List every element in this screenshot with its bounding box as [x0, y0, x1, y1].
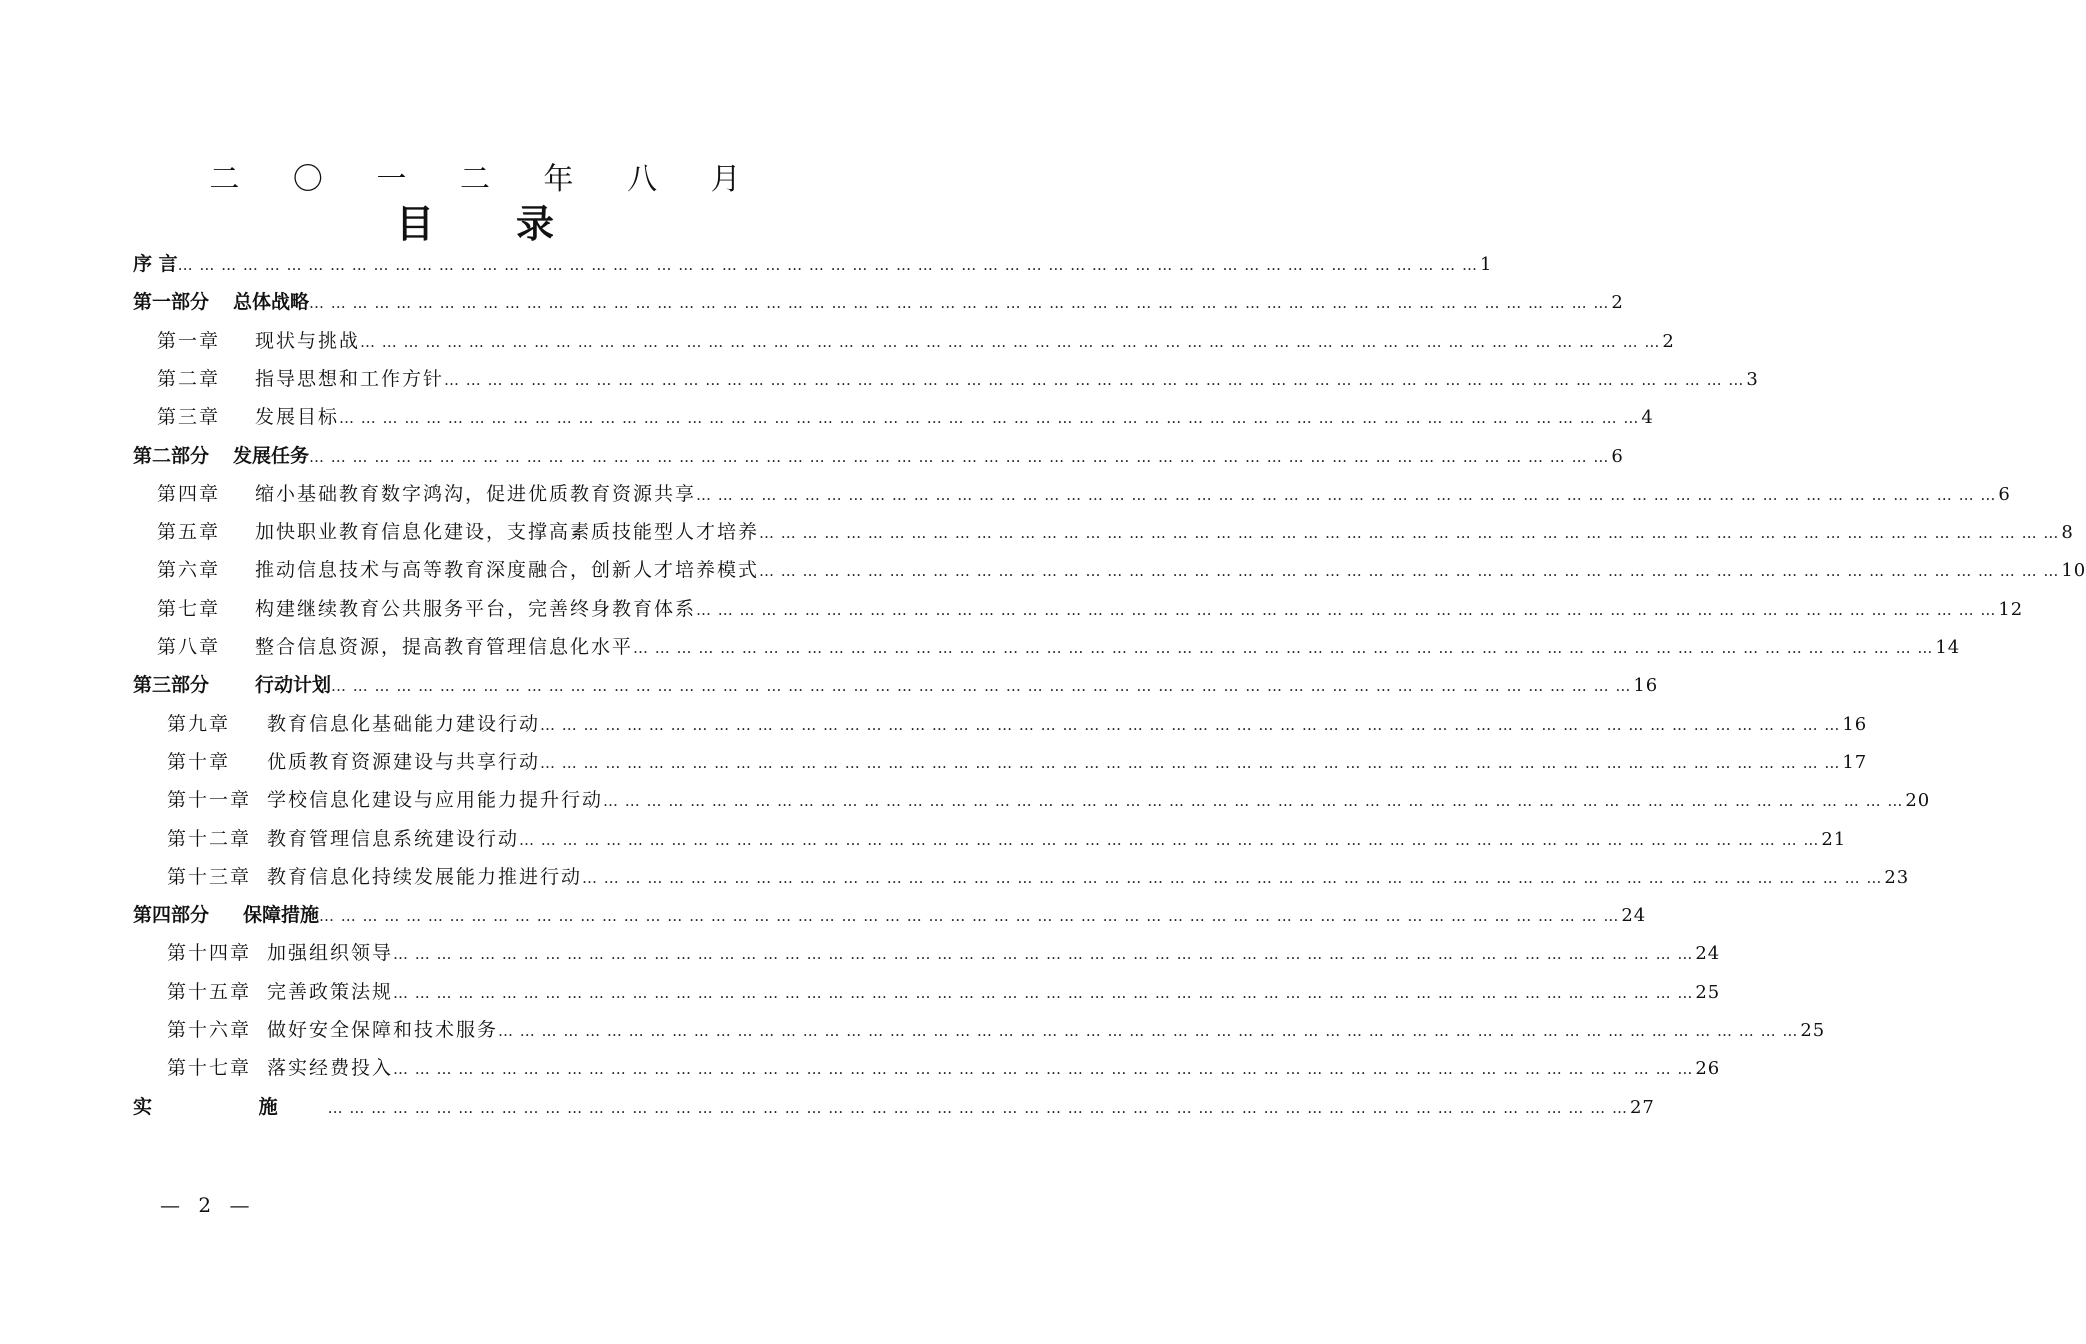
toc-leader-dots: … … … … … … … … … … … … … … … … … … … … … … … … … … … … … … … … … … … … … … … … … … … … … … … … … … … … … … … … … … … … — [309, 294, 1610, 313]
toc-label: 第十三章 — [167, 865, 252, 888]
toc-entry-title: 保障措施 — [243, 904, 320, 927]
toc-label: 第一部分 — [133, 291, 210, 314]
toc-page-number: 8 — [2061, 522, 2074, 544]
toc-label: 第十二章 — [167, 827, 252, 850]
toc-entry-title: 行动计划 — [255, 674, 332, 697]
toc-title-left: 目 — [395, 202, 434, 246]
toc-page-number: 24 — [1695, 943, 1721, 965]
toc-entry-title: 推动信息技术与高等教育深度融合，创新人才培养模式 — [255, 559, 760, 582]
toc-page-number: 25 — [1800, 1020, 1826, 1041]
toc-leader-dots: … … … … … … … … … … … … … … … … … … … … … … … … … … … … … … … … … … … … … … … … … … … … … … … … … … … … … … … … … … … … — [393, 983, 1694, 1002]
toc-entry-title: 完善政策法规 — [267, 980, 394, 1003]
toc-chapter-row[interactable] — [157, 516, 2074, 548]
page-number: — 2 — — [160, 1193, 256, 1217]
toc-page-number: 2 — [1662, 330, 1675, 352]
toc-label: 第三部分 — [133, 674, 210, 697]
toc-title-right: 录 — [516, 202, 555, 246]
toc-entry-title: 整合信息资源，提高教育管理信息化水平 — [255, 636, 634, 658]
toc-page-number: 14 — [1935, 637, 1961, 658]
toc-chapter-row[interactable] — [157, 593, 2024, 625]
toc-entry-title: 指导思想和工作方针 — [255, 367, 445, 390]
toc-chapter-row[interactable] — [157, 325, 1675, 357]
toc-part-row[interactable] — [133, 899, 1647, 931]
toc-page-number: 12 — [1998, 598, 2024, 620]
toc-entry-title: 发展任务 — [233, 444, 310, 467]
toc-chapter-row[interactable] — [157, 631, 1961, 663]
toc-entry-title: 加快职业教育信息化建设，支撑高素质技能型人才培养 — [255, 521, 760, 544]
toc-chapter-row[interactable] — [167, 746, 1868, 778]
toc-leader-dots: … … … … … … … … … … … … … … … … … … … … … … … … … … … … … … … … … … … … … … … … … … … … … … … … … … … … … … … … … … … … — [360, 332, 1661, 351]
toc-part-row[interactable] — [133, 286, 1624, 318]
toc-label: 第四章 — [157, 482, 221, 505]
toc-page-number: 16 — [1633, 675, 1659, 697]
toc-label: 第二部分 — [133, 444, 210, 467]
toc-entry-title: 缩小基础教育数字鸿沟，促进优质教育资源共享 — [255, 482, 697, 505]
toc-label: 第十章 — [167, 750, 231, 773]
toc-label: 第五章 — [157, 521, 221, 544]
toc-label: 第一章 — [157, 329, 221, 352]
toc-chapter-row[interactable] — [157, 478, 2011, 510]
date-line: 二 〇 一 二 年 八 月 — [209, 162, 763, 197]
toc-part-row[interactable] — [133, 1091, 1655, 1123]
toc-page-number: 21 — [1821, 828, 1847, 850]
toc-label: 序 言 — [133, 253, 178, 275]
toc-page-number: 6 — [1998, 483, 2011, 505]
toc-chapter-row[interactable] — [167, 976, 1721, 1008]
toc-page-number: 4 — [1641, 407, 1654, 429]
toc-entry-title: 现状与挑战 — [255, 329, 361, 352]
toc-page-number: 1 — [1479, 254, 1493, 275]
toc-page-number: 24 — [1621, 905, 1647, 927]
toc-leader-dots: … … … … … … … … … … … … … … … … … … … … … … … … … … … … … … … … … … … … … … … … … … … … … … … … … … … … … … … … … … … … — [759, 562, 2060, 581]
toc-leader-dots: … … … … … … … … … … … … … … … … … … … … … … … … … … … … … … … … … … … … … … … … … … … … … … … … … … … … … … … … … … … … — [319, 907, 1620, 926]
toc-entry-title: 加强组织领导 — [267, 942, 394, 965]
toc-chapter-row[interactable] — [167, 937, 1721, 969]
toc-label: 第七章 — [157, 597, 221, 620]
toc-page-number: 6 — [1611, 445, 1624, 467]
toc-leader-dots: … … … … … … … … … … … … … … … … … … … … … … … … … … … … … … … … … … … … … … … … … … … … … … … … … … … … … … … … … … … … — [540, 753, 1841, 772]
toc-page-number: 23 — [1884, 866, 1910, 888]
toc-leader-dots: … … … … … … … … … … … … … … … … … … … … … … … … … … … … … … … … … … … … … … … … … … … … … … … … … … … … … … … … … … … … — [393, 1060, 1694, 1079]
toc-page-number: 25 — [1695, 981, 1721, 1003]
toc-chapter-row[interactable] — [157, 401, 1654, 433]
toc-label: 第十六章 — [167, 1019, 252, 1041]
toc-leader-dots: … … … … … … … … … … … … … … … … … … … … … … … … … … … … … … … … … … … … … … … … … … … … … … … … … … … … … … … … … … … … — [582, 868, 1883, 887]
toc-label: 第四部分 — [133, 904, 210, 927]
toc-leader-dots: … … … … … … … … … … … … … … … … … … … … … … … … … … … … … … … … … … … … … … … … … … … … … … … … … … … … … … … … … … … … — [339, 409, 1640, 428]
toc-part-row[interactable] — [133, 669, 1659, 701]
toc-leader-dots: … … … … … … … … … … … … … … … … … … … … … … … … … … … … … … … … … … … … … … … … … … … … … … … … … … … … … … … … … … … … — [498, 1022, 1799, 1040]
toc-label: 第二章 — [157, 367, 221, 390]
toc-entry-title: 做好安全保障和技术服务 — [267, 1019, 499, 1041]
toc-label: 第六章 — [157, 559, 221, 582]
toc-label: 第九章 — [167, 712, 231, 735]
toc-entry-title: 学校信息化建设与应用能力提升行动 — [267, 789, 604, 812]
toc-leader-dots: … … … … … … … … … … … … … … … … … … … … … … … … … … … … … … … … … … … … … … … … … … … … … … … … … … … … … … … … … … … … — [309, 447, 1610, 466]
toc-leader-dots: … … … … … … … … … … … … … … … … … … … … … … … … … … … … … … … … … … … … … … … … … … … … … … … … … … … … … … … … … … … … — [327, 1098, 1628, 1117]
toc-title — [0, 200, 950, 248]
toc-entry-title: 发展目标 — [255, 406, 340, 429]
toc-label: 第十五章 — [167, 980, 252, 1003]
toc-chapter-row[interactable] — [167, 784, 1931, 816]
toc-entry-title: 教育管理信息系统建设行动 — [267, 827, 520, 850]
toc-leader-dots: … … … … … … … … … … … … … … … … … … … … … … … … … … … … … … … … … … … … … … … … … … … … … … … … … … … … … … … … … … … … — [603, 792, 1904, 811]
toc-leader-dots: … … … … … … … … … … … … … … … … … … … … … … … … … … … … … … … … … … … … … … … … … … … … … … … … … … … … … … … … … … … … — [393, 945, 1694, 964]
toc-leader-dots: … … … … … … … … … … … … … … … … … … … … … … … … … … … … … … … … … … … … … … … … … … … … … … … … … … … … … … … … … … … … — [633, 639, 1934, 657]
toc-entry-title: 总体战略 — [233, 291, 310, 314]
toc-chapter-row[interactable] — [167, 708, 1868, 740]
toc-chapter-row[interactable] — [167, 823, 1847, 855]
toc-entry-title: 教育信息化基础能力建设行动 — [267, 712, 541, 735]
toc-label: 第十四章 — [167, 942, 252, 965]
toc-label: 实 施 — [133, 1095, 328, 1118]
toc-leader-dots: … … … … … … … … … … … … … … … … … … … … … … … … … … … … … … … … … … … … … … … … … … … … … … … … … … … … … … … … … … … … — [444, 370, 1745, 389]
toc-label: 第三章 — [157, 406, 221, 429]
toc-chapter-row[interactable] — [167, 1052, 1721, 1084]
toc-part-row[interactable] — [133, 248, 1493, 280]
toc-leader-dots: … … … … … … … … … … … … … … … … … … … … … … … … … … … … … … … … … … … … … … … … … … … … … … … … … … … … … … … … … … … … — [540, 715, 1841, 734]
toc-chapter-row[interactable] — [167, 861, 1910, 893]
toc-page-number: 3 — [1746, 368, 1759, 390]
toc-entry-title: 优质教育资源建设与共享行动 — [267, 750, 541, 773]
toc-page-number: 16 — [1842, 713, 1868, 735]
toc-label: 第八章 — [157, 636, 221, 658]
toc-leader-dots: … … … … … … … … … … … … … … … … … … … … … … … … … … … … … … … … … … … … … … … … … … … … … … … … … … … … … … … … … … … … — [696, 485, 1997, 504]
toc-page-number: 27 — [1629, 1096, 1655, 1118]
toc-label: 第十一章 — [167, 789, 252, 812]
toc-chapter-row[interactable] — [157, 363, 1759, 395]
toc-page-number: 17 — [1842, 751, 1868, 773]
toc-entry-title: 构建继续教育公共服务平台，完善终身教育体系 — [255, 597, 697, 620]
toc-label: 第十七章 — [167, 1057, 252, 1080]
toc-entry-title: 教育信息化持续发展能力推进行动 — [267, 865, 583, 888]
toc-leader-dots: … … … … … … … … … … … … … … … … … … … … … … … … … … … … … … … … … … … … … … … … … … … … … … … … … … … … … … … … … … … … — [519, 830, 1820, 849]
toc-leader-dots: … … … … … … … … … … … … … … … … … … … … … … … … … … … … … … … … … … … … … … … … … … … … … … … … … … … … … … … … … … … … — [759, 524, 2060, 543]
toc-leader-dots: … … … … … … … … … … … … … … … … … … … … … … … … … … … … … … … … … … … … … … … … … … … … … … … … … … … … … … … … … … … … — [696, 600, 1997, 619]
toc-page-number: 2 — [1611, 292, 1624, 314]
toc-chapter-row[interactable] — [167, 1014, 1826, 1046]
toc-entry-title: 落实经费投入 — [267, 1057, 394, 1080]
toc-chapter-row[interactable] — [157, 554, 2086, 586]
toc-leader-dots: … … … … … … … … … … … … … … … … … … … … … … … … … … … … … … … … … … … … … … … … … … … … … … … … … … … … … … … … … … … … — [177, 256, 1478, 274]
toc-page-number: 26 — [1695, 1058, 1721, 1080]
toc-part-row[interactable] — [133, 440, 1624, 472]
toc-leader-dots: … … … … … … … … … … … … … … … … … … … … … … … … … … … … … … … … … … … … … … … … … … … … … … … … … … … … … … … … … … … … — [331, 677, 1632, 696]
toc-page-number: 10 — [2061, 560, 2086, 582]
toc-page-number: 20 — [1905, 790, 1931, 812]
